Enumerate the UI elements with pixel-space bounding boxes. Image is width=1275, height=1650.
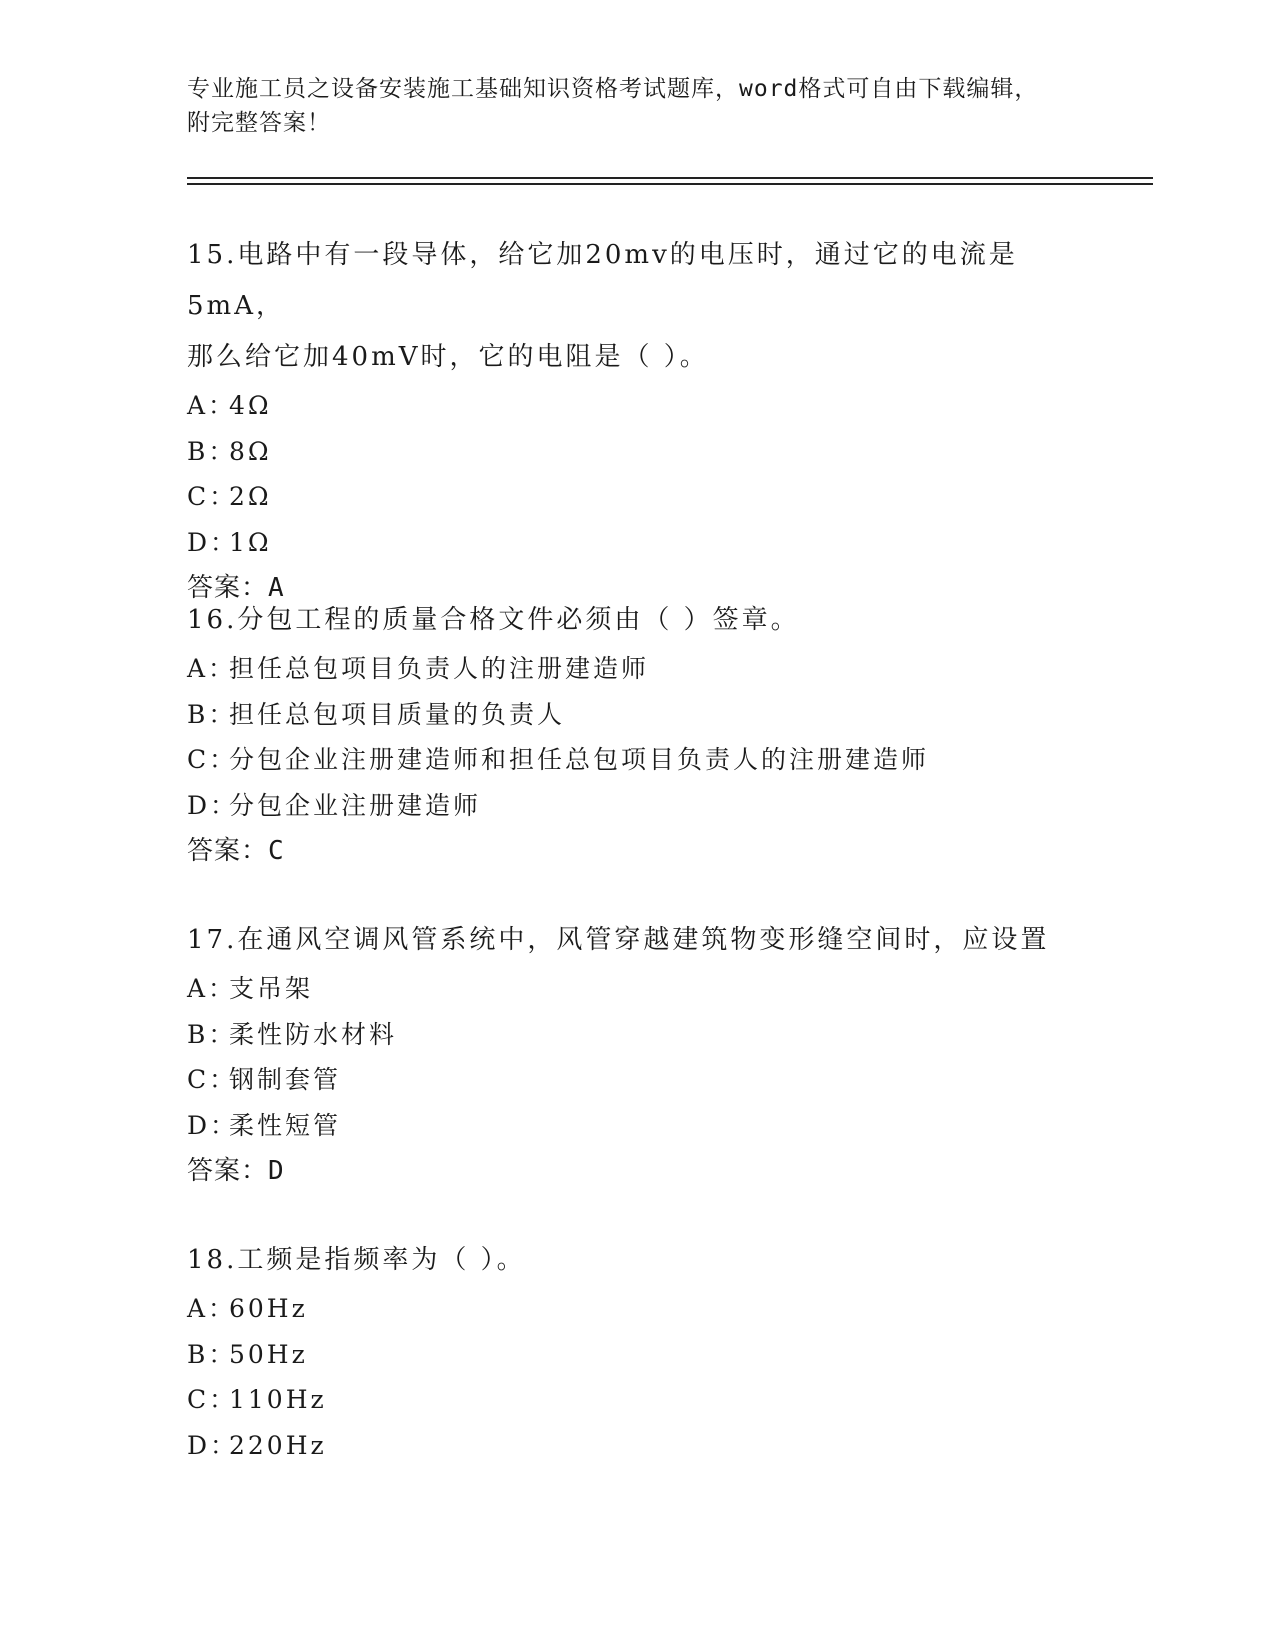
question-title-continued: 那么给它加40mV时，它的电阻是（ ）。 <box>187 342 709 372</box>
option-text: 支吊架 <box>229 974 314 1003</box>
option-letter: C： <box>187 745 238 774</box>
option-b <box>187 1332 1087 1378</box>
option-text: 分包企业注册建造师和担任总包项目负责人的注册建造师 <box>229 745 930 774</box>
option-text: 1Ω <box>229 527 272 557</box>
option-letter: D： <box>187 527 239 557</box>
option-letter: C： <box>187 1385 238 1414</box>
answer-line: 答案：A <box>187 573 285 603</box>
header-line-2: 附完整答案！ <box>187 110 331 136</box>
option-text: 50Hz <box>229 1339 308 1369</box>
question-title: 16.分包工程的质量合格文件必须由（ ）签章。 <box>187 605 800 635</box>
option-text: 分包企业注册建造师 <box>229 790 482 820</box>
option-letter: C： <box>187 1065 238 1094</box>
option-letter: D： <box>187 1430 239 1460</box>
option-letter: B： <box>187 1019 237 1049</box>
header-divider-top <box>187 177 1153 179</box>
option-text: 柔性短管 <box>229 1110 342 1140</box>
option-text: 220Hz <box>229 1430 327 1460</box>
option-letter: D： <box>187 1110 239 1140</box>
option-c <box>187 1057 1087 1103</box>
answer-line: 答案：D <box>187 1156 285 1186</box>
option-c <box>187 474 1087 520</box>
question-title: 17.在通风空调风管系统中，风管穿越建筑物变形缝空间时，应设置 <box>187 925 1050 955</box>
option-letter: A： <box>187 1294 237 1323</box>
option-letter: B： <box>187 1339 237 1369</box>
option-d <box>187 520 1087 566</box>
option-letter: B： <box>187 699 237 729</box>
header-line-1: 专业施工员之设备安装施工基础知识资格考试题库，word格式可自由下载编辑， <box>187 76 1039 102</box>
option-b <box>187 429 1087 475</box>
option-a <box>187 646 1087 692</box>
option-letter: A： <box>187 391 237 420</box>
option-c <box>187 737 1087 783</box>
question-title: 15.电路中有一段导体，给它加20mv的电压时，通过它的电流是5mA， <box>187 240 1018 321</box>
question-16 <box>187 595 1087 874</box>
option-letter: C： <box>187 482 238 511</box>
option-text: 110Hz <box>229 1385 327 1414</box>
option-b <box>187 1012 1087 1058</box>
option-text: 柔性防水材料 <box>229 1019 398 1049</box>
question-18 <box>187 1235 1087 1468</box>
option-c <box>187 1377 1087 1423</box>
option-a <box>187 1286 1087 1332</box>
option-a <box>187 966 1087 1012</box>
question-17 <box>187 915 1087 1194</box>
option-d <box>187 1103 1087 1149</box>
option-letter: A： <box>187 974 237 1003</box>
question-title: 18.工频是指频率为（ ）。 <box>187 1245 526 1275</box>
option-text: 60Hz <box>229 1294 308 1323</box>
option-b <box>187 692 1087 738</box>
option-text: 钢制套管 <box>229 1065 342 1094</box>
option-letter: A： <box>187 654 237 683</box>
answer-line: 答案：C <box>187 836 285 866</box>
option-text: 担任总包项目质量的负责人 <box>229 699 566 729</box>
header-divider-bottom <box>187 183 1153 185</box>
option-a <box>187 383 1087 429</box>
question-15 <box>187 230 1087 611</box>
option-d <box>187 1423 1087 1469</box>
option-letter: D： <box>187 790 239 820</box>
option-d <box>187 783 1087 829</box>
option-text: 担任总包项目负责人的注册建造师 <box>229 654 650 683</box>
option-text: 4Ω <box>229 391 272 420</box>
option-text: 2Ω <box>229 482 272 511</box>
option-text: 8Ω <box>229 436 272 466</box>
document-header <box>187 72 1067 140</box>
option-letter: B： <box>187 436 237 466</box>
